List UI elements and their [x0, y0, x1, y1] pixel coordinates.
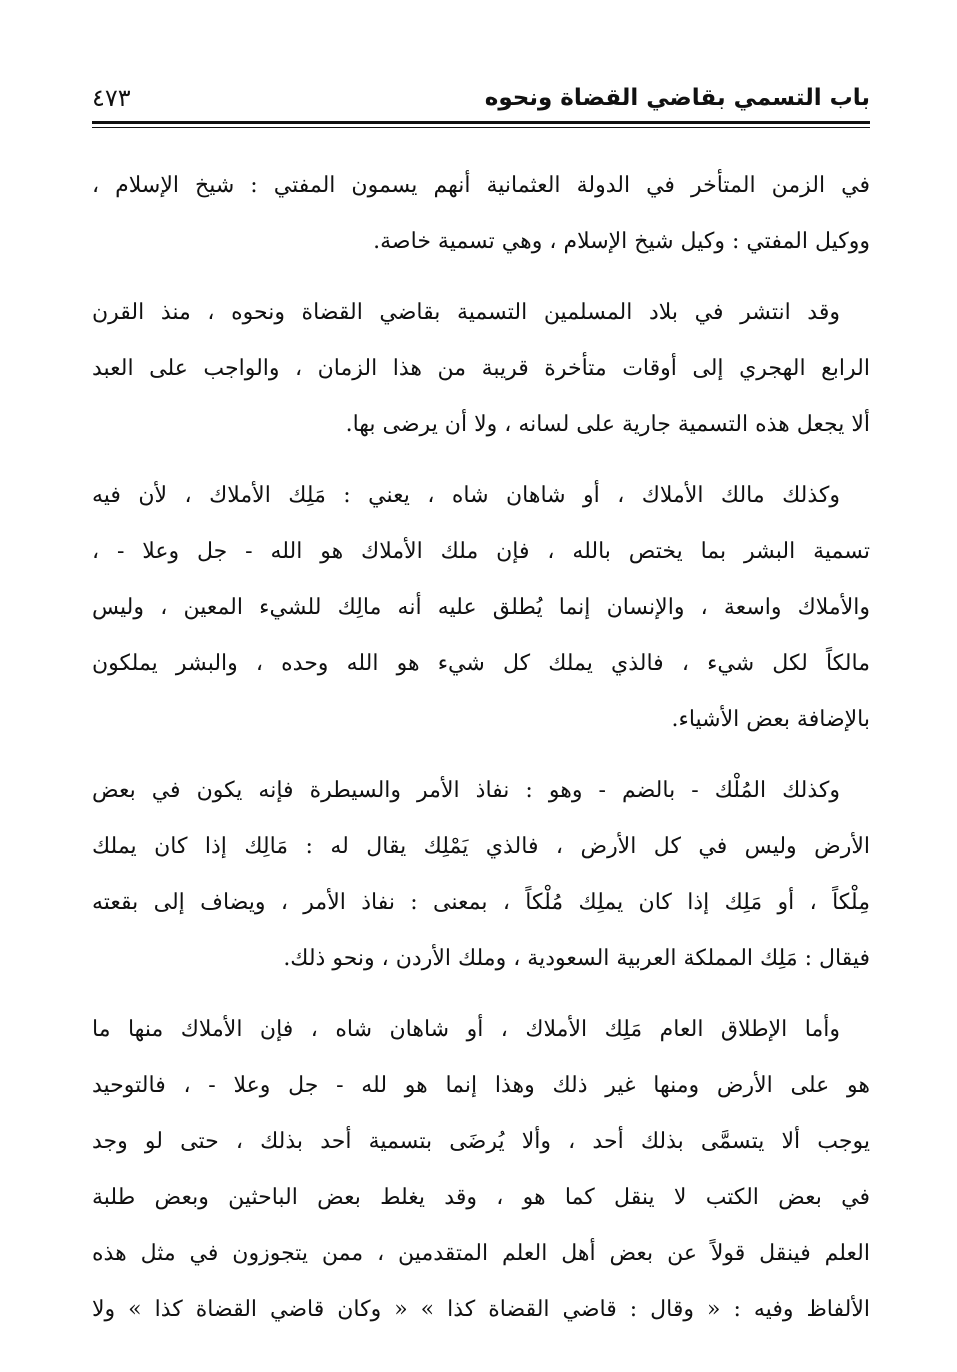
paragraph-5	[92, 1002, 870, 1338]
header-rule-thin	[92, 127, 870, 128]
running-title: باب التسمي بقاضي القضاة ونحوه	[484, 85, 870, 111]
text-line: مِلْكاً ، أو مَلِك إذا كان يملِك مُلْكاً ، بمعنى : نفاذ الأمر ، ويضاف إلى بقعته	[92, 890, 870, 915]
text-line: ألا يجعل هذه التسمية جارية على لسانه ، ولا أن يرضى بها.	[345, 412, 870, 437]
page-number: ٤٧٣	[92, 84, 131, 112]
text-line: مالكاً لكل شيء ، فالذي يملك كل شيء هو الله وحده ، والبشر يملكون	[92, 651, 870, 676]
header-rule-thick	[92, 121, 870, 124]
text-line: وأما الإطلاق العام مَلِك الأملاك ، أو شاهان شاه ، فإن الأملاك منها ما	[92, 1017, 840, 1042]
text-line: الألفاظ وفيه : « وقال : قاضي القضاة كذا » « وكان قاضي القضاة كذا » ولا	[92, 1297, 870, 1322]
text-line: الأرض وليس في كل الأرض ، فالذي يَمْلِك يقال له : مَالِك إذا كان يملك	[92, 834, 870, 859]
text-line: ووكيل المفتي : وكيل شيخ الإسلام ، وهي تسمية خاصة.	[373, 229, 870, 254]
paragraph-3	[92, 468, 870, 748]
text-line: وقد انتشر في بلاد المسلمين التسمية بقاضي القضاة ونحوه ، منذ القرن	[92, 300, 840, 325]
text-line: في بعض الكتب لا ينقل كما هو ، وقد يغلط بعض الباحثين وبعض طلبة	[92, 1185, 870, 1210]
text-line: يوجب ألا يتسمَّى بذلك أحد ، وألا يُرضَى بتسمية أحد بذلك ، حتى لو وجد	[92, 1129, 870, 1154]
paragraph-2	[92, 285, 870, 453]
page-header	[92, 80, 870, 124]
text-line: وكذلك المُلْك - بالضم - وهو : نفاذ الأمر والسيطرة فإنه يكون في بعض	[92, 778, 840, 803]
paragraph-4	[92, 763, 870, 987]
text-line: بالإضافة بعض الأشياء.	[671, 707, 870, 732]
text-line: فيقال : مَلِك المملكة العربية السعودية ، وملك الأردن ، ونحو ذلك.	[283, 946, 870, 971]
body-text	[92, 158, 870, 1353]
paragraph-1	[92, 158, 870, 270]
text-line: الرابع الهجري إلى أوقات متأخرة قريبة من هذا الزمان ، والواجب على العبد	[92, 356, 870, 381]
text-line: وكذلك مالك الأملاك ، أو شاهان شاه ، يعني : مَلِك الأملاك ، لأن فيه	[92, 483, 840, 508]
text-line: هو على الأرض ومنها غير ذلك وهذا إنما هو لله - جل وعلا - ، فالتوحيد	[92, 1073, 870, 1098]
text-line: في الزمن المتأخر في الدولة العثمانية أنهم يسمون المفتي : شيخ الإسلام ،	[92, 173, 870, 198]
text-line: تسمية البشر بما يختص بالله ، فإن ملك الأملاك هو الله - جل وعلا - ،	[92, 539, 870, 564]
text-line: العلم فينقل قولاً عن بعض أهل العلم المتقدمين ، ممن يتجوزون في مثل هذه	[92, 1241, 870, 1266]
text-line: والأملاك واسعة ، والإنسان إنما يُطلق عليه أنه مالِك للشيء المعين ، وليس	[92, 595, 870, 620]
